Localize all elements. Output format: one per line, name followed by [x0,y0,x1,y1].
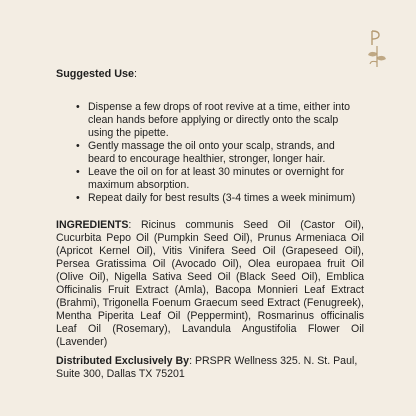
brand-logo-icon [364,26,390,70]
distributor-label: Distributed Exclusively By [56,355,190,367]
suggested-use-title: Suggested Use [56,68,134,80]
usage-step: • Gently massage the oil onto your scalp, strands, and beard to encourage healthier, stronger, longer hair. [76,140,364,166]
plant-sprout-logo-icon [364,26,390,70]
usage-step: • Dispense a few drops of root revive at a time, either into clean hands before applying or directly onto the scalp using the pipette. [76,101,364,140]
ingredients-label: INGREDIENTS [56,219,129,231]
distributor-text: : PRSPR Wellness 325. N. St. Paul, Suite 300, Dallas TX 75201 [56,355,358,380]
usage-step: • Repeat daily for best results (3-4 times a week minimum) [76,192,364,205]
suggested-use-heading [56,68,364,81]
ingredients-text: : Ricinus communis Seed Oil (Castor Oil), Cucurbita Pepo Oil (Pumpkin Seed Oil), Prunus Armeniaca Oil (Apricot Kernel Oil), Vitis Vinifera Seed Oil (Grapeseed Oil), Persea Gratissima Oil (Avocado Oil), Olea europaea fruit Oil (Olive Oil), Nigella Sativa Seed Oil (Black Seed Oil), Emblica Officinalis Fruit Extract (Amla), Bacopa Monnieri Leaf Extract (Brahmi), Trigonella Foenum Graecum seed Extract (Fenugreek), Mentha Piperita Leaf Oil (Peppermint), Rosmarinus officinalis Leaf Oil (Rosemary), Lavandula Angustifolia Flower Oil (Lavender) [56,219,364,348]
distributor-paragraph [56,355,364,381]
usage-steps-list [56,101,364,205]
product-usage-document [56,68,364,381]
usage-step: • Leave the oil on for at least 30 minutes or overnight for maximum absorption. [76,166,364,192]
ingredients-paragraph [56,219,364,349]
heading-colon: : [134,68,137,80]
